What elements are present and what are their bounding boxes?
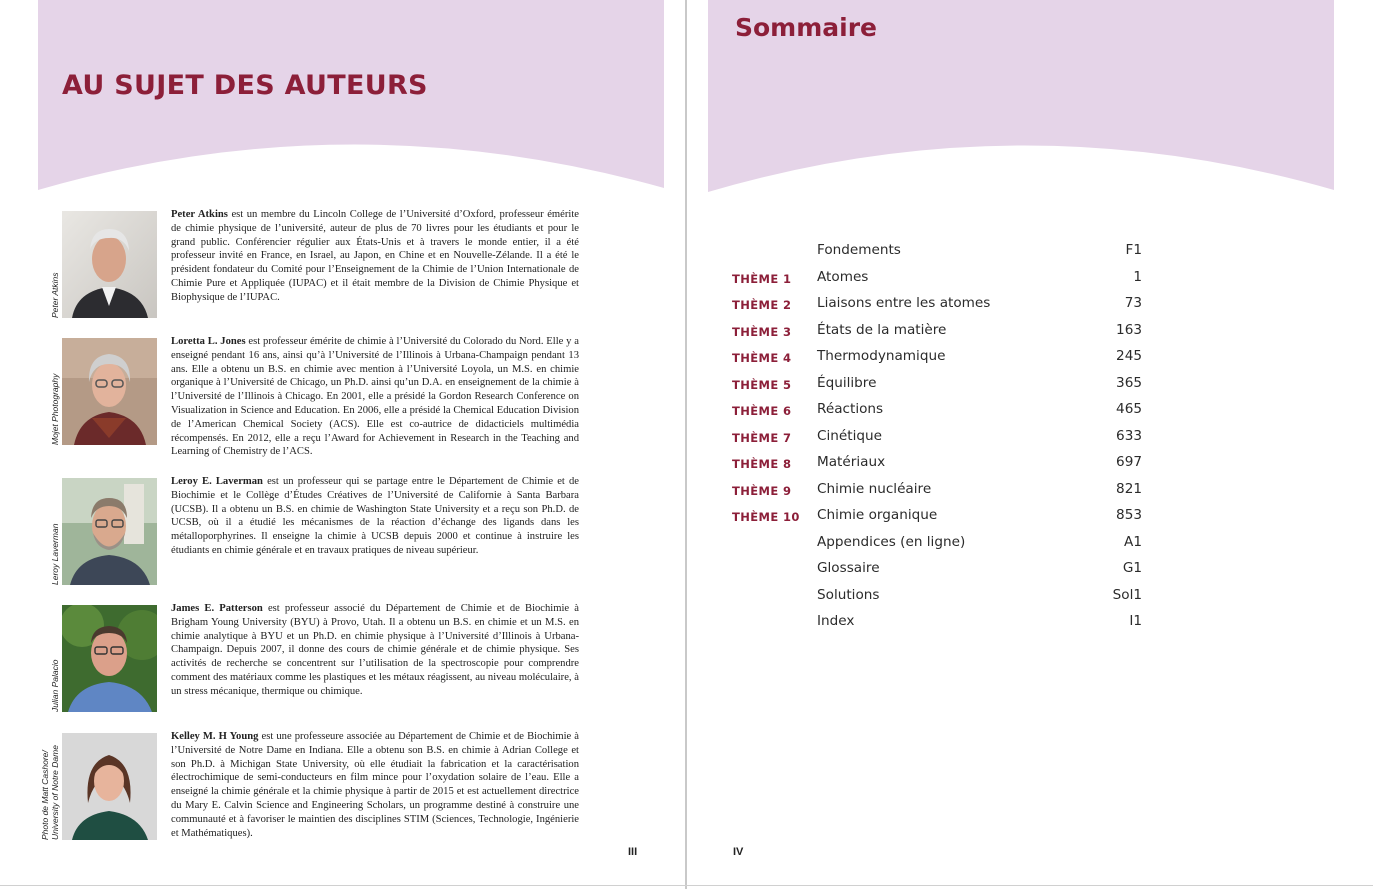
toc-title: Fondements xyxy=(817,242,901,258)
toc-title: Chimie nucléaire xyxy=(817,480,932,497)
toc-title: Thermodynamique xyxy=(817,348,946,364)
photo-credit: Photo de Matt Cashore/ University of Notre Dame xyxy=(40,745,60,840)
page-title: AU SUJET DES AUTEURS xyxy=(62,70,428,101)
toc-page: 365 xyxy=(1116,374,1142,391)
toc-page: 163 xyxy=(1116,321,1142,338)
author-photo xyxy=(62,338,157,445)
toc-page: 821 xyxy=(1116,480,1142,497)
toc-row[interactable] xyxy=(732,295,1142,315)
author-bio: Loretta L. Jones est professeur émérite de chimie à l’Université du Colorado du Nord. Elle y a enseigné pendant 16 ans, ainsi qu’à l’Université de l’Illinois à Urbana-Champaign pendant 13 ans. Elle a obtenu un B.S. en chimie avec mention à l’Université Loyola, un M.S. en chimie organique à l’Université de Chicago, un Ph.D. ainsi qu’un D.A. en enseignement de la chimie à l’Université de l’Illinois à Chicago. En 2001, elle a présidé la Gordon Research Conference on Visualization in Science and Education. En 2006, elle a présidé la Chemical Education Division de l’American Chemical Society (ACS). Elle est co-autrice de didacticiels multimédia récompensés. En 2012, elle a reçu l’Award for Achievement in Research in the Teaching and Learning of Chemistry de l’ACS. xyxy=(171,336,580,458)
toc-theme: THÈME 1 xyxy=(732,271,792,286)
toc-theme: THÈME 6 xyxy=(732,404,792,418)
toc-row[interactable] xyxy=(732,587,1142,607)
right-page xyxy=(687,0,1373,889)
toc-page: 465 xyxy=(1116,401,1142,417)
photo-credit: Mojet Photography xyxy=(50,373,60,445)
author-photo xyxy=(62,211,157,318)
toc-title: Cinétique xyxy=(817,427,882,444)
author-photo xyxy=(62,478,157,585)
toc-row[interactable] xyxy=(732,401,1142,421)
toc-theme: THÈME 8 xyxy=(732,457,792,471)
author-photo xyxy=(62,605,157,712)
toc-page: A1 xyxy=(1124,533,1142,550)
toc-page: Sol1 xyxy=(1112,586,1142,603)
toc-page: G1 xyxy=(1122,560,1142,576)
toc-theme: THÈME 2 xyxy=(732,298,792,312)
toc-row[interactable] xyxy=(732,560,1142,580)
toc-theme: THÈME 4 xyxy=(732,351,792,365)
author-bio: Leroy E. Laverman est un professeur qui se partage entre le Département de Chimie et de Biochimie et le Collège d’Études Créatives de l’Université de Californie à Santa Barbara (UCSB). Il a obtenu un B.S. en chimie de Washington State University et a reçu son Ph.D. de UCSB, où il a étudié les mécanismes de la réaction d’échange des ligands dans les métalloporphyrines. Il enseigne la chimie à UCSB depuis 2000 et continue à instruire les étudiants en chimie générale et en travaux pratiques de niveau supérieur. xyxy=(171,476,579,556)
toc-row[interactable] xyxy=(732,428,1142,448)
toc-row[interactable] xyxy=(732,454,1142,474)
toc-title: Équilibre xyxy=(817,374,877,391)
toc-row[interactable] xyxy=(732,242,1142,262)
photo-credit: Leroy Laverman xyxy=(50,523,60,585)
toc-page: F1 xyxy=(1125,242,1142,258)
toc-page: 633 xyxy=(1116,427,1142,444)
toc-row[interactable] xyxy=(732,348,1142,368)
left-page xyxy=(0,0,686,889)
toc-title: Solutions xyxy=(817,586,880,603)
toc-page: 697 xyxy=(1116,454,1142,470)
toc-page: 245 xyxy=(1116,348,1142,364)
toc-title: Glossaire xyxy=(817,560,880,576)
toc-theme: THÈME 3 xyxy=(732,324,792,339)
toc-row[interactable] xyxy=(732,481,1142,501)
bottom-rule xyxy=(0,885,1373,886)
toc-theme: THÈME 5 xyxy=(732,377,792,392)
toc-title: Chimie organique xyxy=(817,507,938,523)
photo-credit: Julian Palacio xyxy=(50,659,60,712)
toc-theme: THÈME 9 xyxy=(732,483,792,498)
toc-title: Réactions xyxy=(817,401,884,417)
author-bio: James E. Patterson est professeur associé du Département de Chimie et de Biochimie à Brigham Young University (BYU) à Provo, Utah. Il a obtenu un B.S. en chimie et un M.S. en chimie analytique à BYU et un Ph.D. en chimie physique à l’Université d’Illinois à Urbana-Champaign. Depuis 2007, il donne des cours de chimie générale et de chimie physique. Ses activités de recherche se concentrent sur l’utilisation de la spectroscopie pour comprendre comment des matériaux comme les plastiques et les métaux réagissent, au niveau moléculaire, à un stress mécanique, thermique ou chimique. xyxy=(171,603,579,697)
toc-title: États de la matière xyxy=(817,321,947,338)
toc-title: Liaisons entre les atomes xyxy=(817,295,991,311)
toc-page: 1 xyxy=(1133,268,1142,285)
toc-row[interactable] xyxy=(732,375,1142,395)
toc-row[interactable] xyxy=(732,322,1142,342)
toc-title: Appendices (en ligne) xyxy=(817,533,966,550)
toc-row[interactable] xyxy=(732,269,1142,289)
toc-page: 853 xyxy=(1116,507,1142,523)
toc-title: Index xyxy=(817,613,855,629)
toc-row[interactable] xyxy=(732,507,1142,527)
author-photo xyxy=(62,733,157,840)
page-number: IV xyxy=(733,846,744,858)
toc-row[interactable] xyxy=(732,613,1142,633)
toc-row[interactable] xyxy=(732,534,1142,554)
toc-theme: THÈME 10 xyxy=(732,510,800,524)
toc-title: Matériaux xyxy=(817,454,886,470)
toc-page: 73 xyxy=(1124,295,1142,311)
page-number: III xyxy=(628,846,638,858)
toc-title: Atomes xyxy=(817,268,869,285)
photo-credit: Peter Atkins xyxy=(50,272,60,318)
page-title: Sommaire xyxy=(735,13,878,42)
toc-page: I1 xyxy=(1129,613,1142,629)
author-bio: Peter Atkins est un membre du Lincoln College de l’Université d’Oxford, professeur émérite de chimie physique de l’université, auteur de plus de 70 livres pour les étudiants et pour le grand public. Conférencier régulier aux États-Unis et à travers le monde entier, il a été professeur invité en France, en Israel, au Japon, en Chine et en Nouvelle-Zélande. Il a été le président fondateur du Comité pour l’Enseignement de la Chimie de l’Union Internationale de Chimie Pure et Appliquée (IUPAC) et il était membre de la Division de Chimie Physique et Biophysique de l’IUPAC. xyxy=(171,209,579,303)
author-bio: Kelley M. H Young est une professeure associée au Département de Chimie et de Biochimie à l’Université de Notre Dame en Indiana. Elle a obtenu son B.S. en chimie à Adrian College et son Ph.D. à Michigan State University, où elle étudiait la fabrication et la caractérisation électrochimique de semi-conducteurs en film mince pour l’oxydation solaire de l’eau. Elle a enseigné la chimie générale et la chimie physique à partir de 2015 et est actuellement directrice du Mary E. Calvin Science and Engineering Scholars, un programme destiné à construire une communauté et à favoriser le maintien des disciplines STIM (Sciences, Technologie, Ingénierie et Mathématiques). xyxy=(171,731,580,839)
toc-theme: THÈME 7 xyxy=(732,430,792,445)
